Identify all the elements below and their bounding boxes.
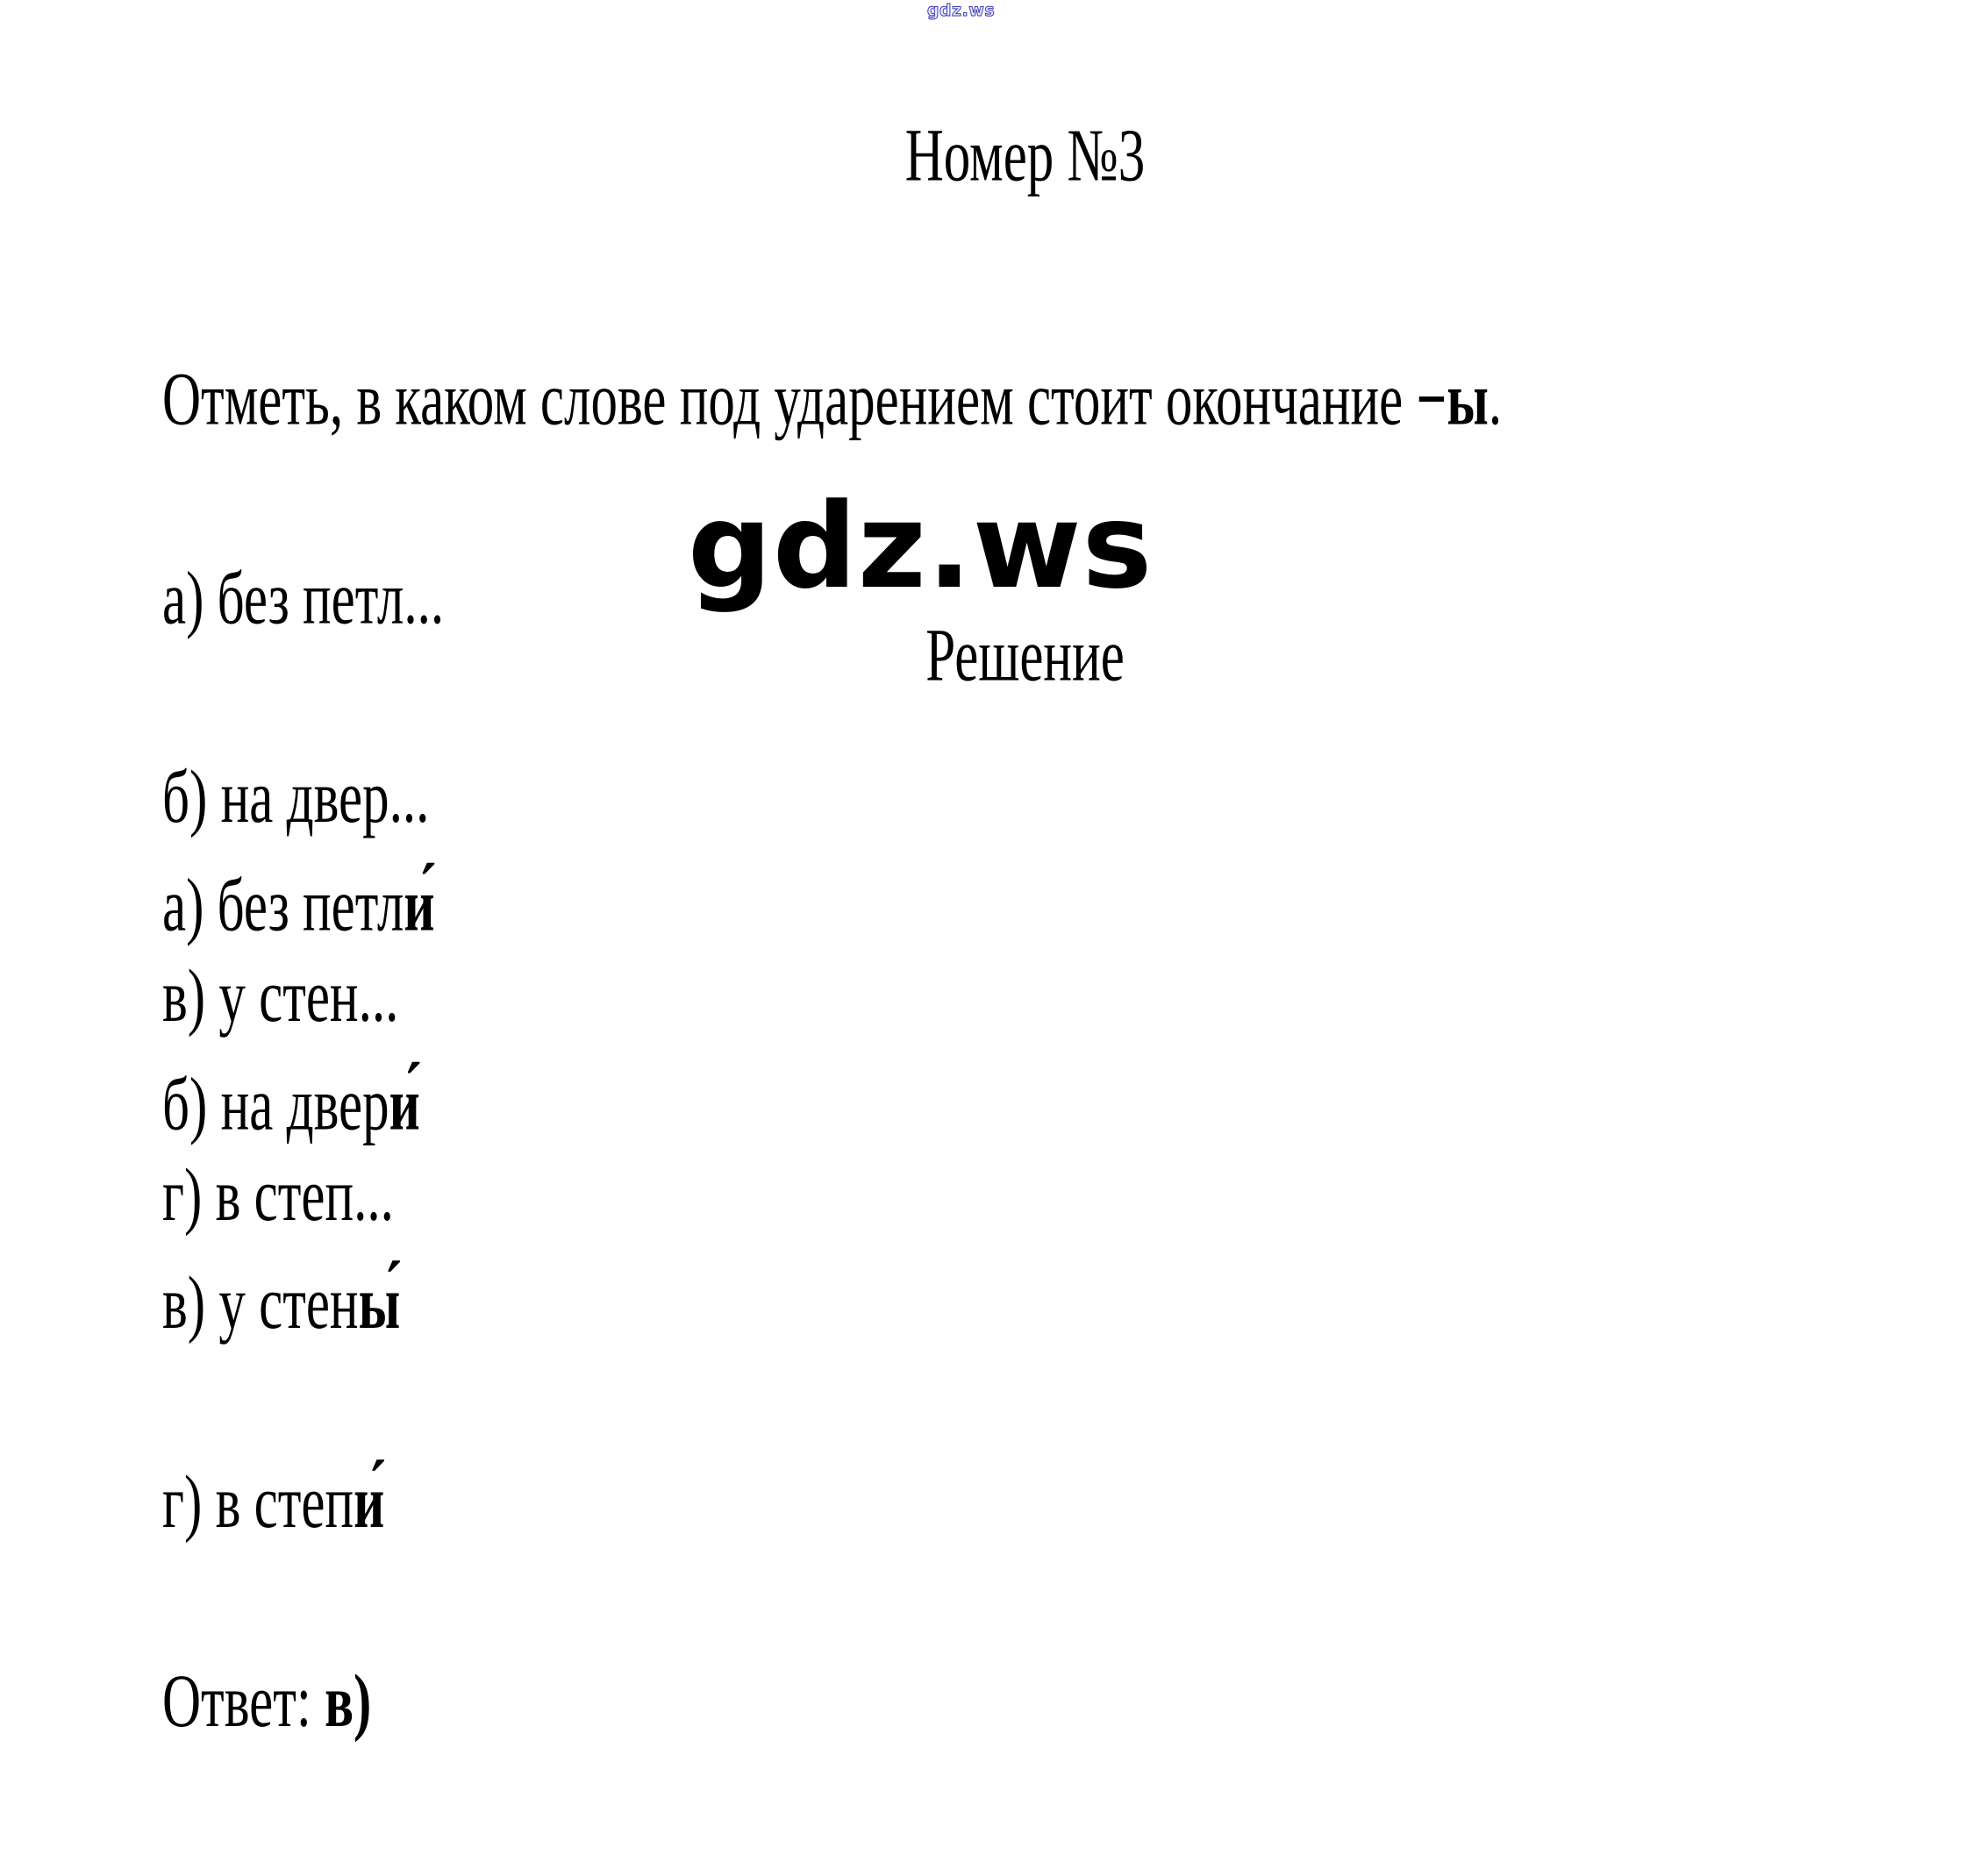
- answer-line-g: [162, 1461, 435, 1544]
- answer-line-b: [162, 1064, 435, 1146]
- answer-line-v: [162, 1263, 435, 1345]
- option-text: у стен...: [205, 955, 399, 1038]
- answer-line-a: [162, 865, 435, 948]
- task-prompt-bold-ending: −ы: [1416, 359, 1489, 442]
- answer-stressed-letter: ы́: [358, 1263, 401, 1345]
- option-label: б): [162, 757, 208, 839]
- option-text: на двер...: [207, 757, 430, 839]
- answer-stressed-letter: и́: [354, 1461, 385, 1544]
- answer-stressed-letter: и́: [389, 1064, 420, 1146]
- task-prompt-text: Отметь, в каком слове под ударением стоит окончание: [162, 359, 1417, 442]
- answer-label: б): [162, 1064, 208, 1146]
- final-answer-value: в): [325, 1660, 372, 1744]
- solution-heading: Решение: [925, 615, 1125, 697]
- option-text: в степ...: [202, 1154, 394, 1238]
- option-label: в): [162, 955, 206, 1038]
- option-label: г): [162, 1154, 203, 1238]
- answer-text: без петл: [204, 865, 404, 948]
- page-title: Номер №3: [904, 115, 1146, 197]
- answer-text: у стен: [205, 1263, 359, 1345]
- answer-text: на двер: [207, 1064, 389, 1146]
- answer-stressed-letter: и́: [404, 865, 435, 948]
- watermark-top: gdz.ws: [926, 1, 996, 20]
- final-answer-line: [162, 1660, 435, 1744]
- task-prompt: [162, 359, 1503, 442]
- task-prompt-period: .: [1488, 359, 1503, 442]
- answer-text: в степ: [202, 1461, 354, 1544]
- answer-label: а): [162, 865, 204, 948]
- solution-answers-block: [162, 741, 435, 1868]
- answer-label: в): [162, 1263, 206, 1345]
- watermark-large: gdz.ws: [688, 478, 1154, 615]
- answer-label: г): [162, 1461, 203, 1544]
- option-label: а): [162, 558, 204, 640]
- final-answer-label: Ответ:: [162, 1660, 325, 1744]
- option-text: без петл...: [204, 558, 445, 640]
